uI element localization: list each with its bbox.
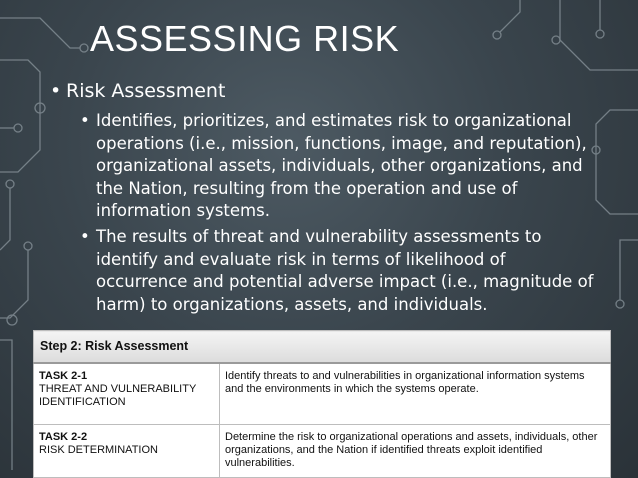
task-name: RISK DETERMINATION <box>39 444 158 456</box>
sub-bullet-text: Identifies, prioritizes, and estimates risk to organizational operations (i.e., mission, functions, image, and reputation), organizational assets, individuals, other organizations, and the Nation, resulting from the operation and use of information systems. <box>96 111 587 220</box>
task-description: Determine the risk to organizational operations and assets, individuals, other organizations, and the Nation if identified threats exploit identified vulnerabilities. <box>220 425 611 478</box>
task-cell <box>34 425 220 478</box>
bullet-text: Risk Assessment <box>66 80 226 102</box>
risk-assessment-table <box>33 330 611 478</box>
sub-bullet-text: The results of threat and vulnerability assessments to identify and evaluate risk in terms of likelihood of occurrence and potential adverse impact (i.e., magnitude of harm) to organizations, assets, and individuals. <box>96 227 594 314</box>
task-table <box>33 330 611 478</box>
table-row <box>34 363 611 425</box>
task-cell <box>34 363 220 425</box>
table-header-row <box>34 331 611 364</box>
task-name: THREAT AND VULNERABILITY IDENTIFICATION <box>39 383 197 408</box>
task-id: TASK 2-1 <box>39 370 88 382</box>
table-row <box>34 425 611 478</box>
task-description: Identify threats to and vulnerabilities in organizational information systems and the environments in which the systems operate. <box>220 363 611 425</box>
bullet-dot: • <box>50 80 62 102</box>
task-id: TASK 2-2 <box>39 431 88 443</box>
bullet-dot: • <box>80 111 90 130</box>
bullet-dot: • <box>80 227 90 246</box>
table-header: Step 2: Risk Assessment <box>34 331 611 364</box>
slide-title: ASSESSING RISK <box>90 18 400 59</box>
